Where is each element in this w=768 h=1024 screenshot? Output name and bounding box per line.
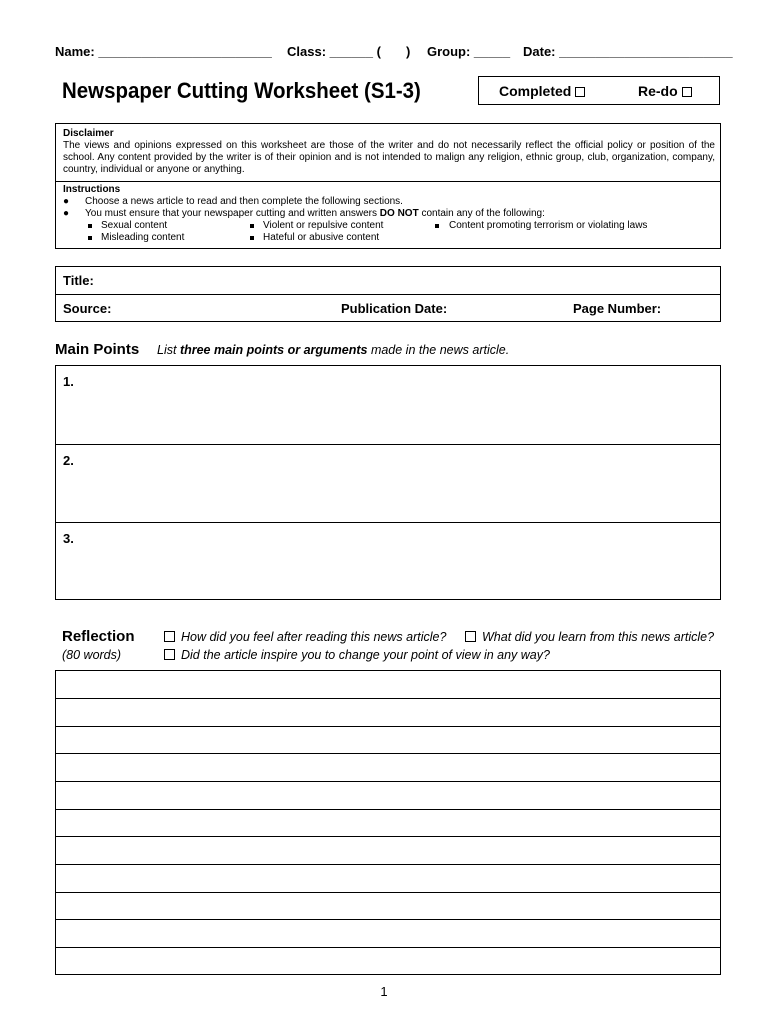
question-checkbox[interactable]: [465, 631, 476, 642]
redo-label: Re-do: [638, 83, 678, 99]
writing-line: [56, 864, 720, 865]
main-points-instruction: List three main points or arguments made in the news article.: [157, 343, 510, 357]
writing-line: [56, 947, 720, 948]
restricted-item: Violent or repulsive content: [263, 220, 384, 231]
article-info-box: [55, 266, 721, 322]
bullet-icon: ●: [63, 208, 70, 219]
bullet-icon: ●: [63, 196, 70, 207]
reflection-question-1[interactable]: How did you feel after reading this news article?: [164, 630, 446, 644]
date-field[interactable]: Date: ________________________: [523, 44, 733, 59]
redo-option[interactable]: [638, 83, 692, 99]
disclaimer-text: The views and opinions expressed on this worksheet are those of the writer and do not necessarily reflect the official policy or position of the school. Any content provided by the writer is of their opinion and is not intended to malign any religion, ethnic group, club, organization, company, country, individual or anyone or anything.: [63, 140, 715, 175]
reflection-heading: Reflection: [62, 628, 135, 645]
main-point-number: 1.: [63, 374, 74, 389]
main-point-row[interactable]: [56, 444, 720, 522]
instruction-1: Choose a news article to read and then complete the following sections.: [85, 196, 403, 207]
group-field[interactable]: Group: _____: [427, 44, 511, 59]
writing-line: [56, 726, 720, 727]
square-bullet-icon: [88, 236, 92, 240]
restricted-item: Misleading content: [101, 232, 185, 243]
question-checkbox[interactable]: [164, 649, 175, 660]
main-points-box: [55, 365, 721, 600]
writing-line: [56, 919, 720, 920]
status-box: [478, 76, 720, 105]
main-point-number: 2.: [63, 453, 74, 468]
writing-line: [56, 698, 720, 699]
completed-option[interactable]: [499, 83, 585, 99]
writing-line: [56, 753, 720, 754]
reflection-question-2[interactable]: What did you learn from this news article?: [465, 630, 714, 644]
main-point-number: 3.: [63, 531, 74, 546]
disclaimer-instructions-box: [55, 123, 721, 249]
restricted-item: Sexual content: [101, 220, 168, 231]
restricted-item: Hateful or abusive content: [263, 232, 380, 243]
square-bullet-icon: [250, 236, 254, 240]
source-field[interactable]: Source:: [63, 301, 112, 316]
disclaimer-heading: Disclaimer: [63, 128, 114, 139]
main-point-row[interactable]: [56, 366, 720, 444]
page-title: Newspaper Cutting Worksheet (S1-3): [62, 78, 421, 103]
writing-line: [56, 781, 720, 782]
question-checkbox[interactable]: [164, 631, 175, 642]
instructions-heading: Instructions: [63, 184, 121, 195]
class-field[interactable]: Class: ______ (: [287, 44, 381, 59]
divider: [56, 294, 720, 295]
reflection-question-3[interactable]: Did the article inspire you to change your point of view in any way?: [164, 648, 550, 662]
class-close-paren: ): [406, 44, 411, 59]
restricted-item: Content promoting terrorism or violating laws: [449, 220, 648, 231]
reflection-writing-area[interactable]: [55, 670, 721, 975]
square-bullet-icon: [88, 224, 92, 228]
writing-line: [56, 836, 720, 837]
page-number: 1: [380, 984, 388, 999]
page-number-field[interactable]: Page Number:: [573, 301, 662, 316]
completed-checkbox[interactable]: [575, 87, 585, 97]
publication-date-field[interactable]: Publication Date:: [341, 301, 448, 316]
word-count-note: (80 words): [62, 648, 122, 662]
instruction-2: You must ensure that your newspaper cutting and written answers DO NOT contain any of the following:: [85, 208, 545, 219]
redo-checkbox[interactable]: [682, 87, 692, 97]
square-bullet-icon: [435, 224, 439, 228]
main-point-row[interactable]: [56, 522, 720, 600]
name-field[interactable]: Name: ________________________: [55, 44, 272, 59]
main-points-heading: Main Points: [55, 341, 140, 358]
article-title-field[interactable]: Title:: [63, 273, 94, 288]
square-bullet-icon: [250, 224, 254, 228]
divider: [56, 181, 720, 182]
completed-label: Completed: [499, 83, 572, 99]
writing-line: [56, 892, 720, 893]
writing-line: [56, 809, 720, 810]
